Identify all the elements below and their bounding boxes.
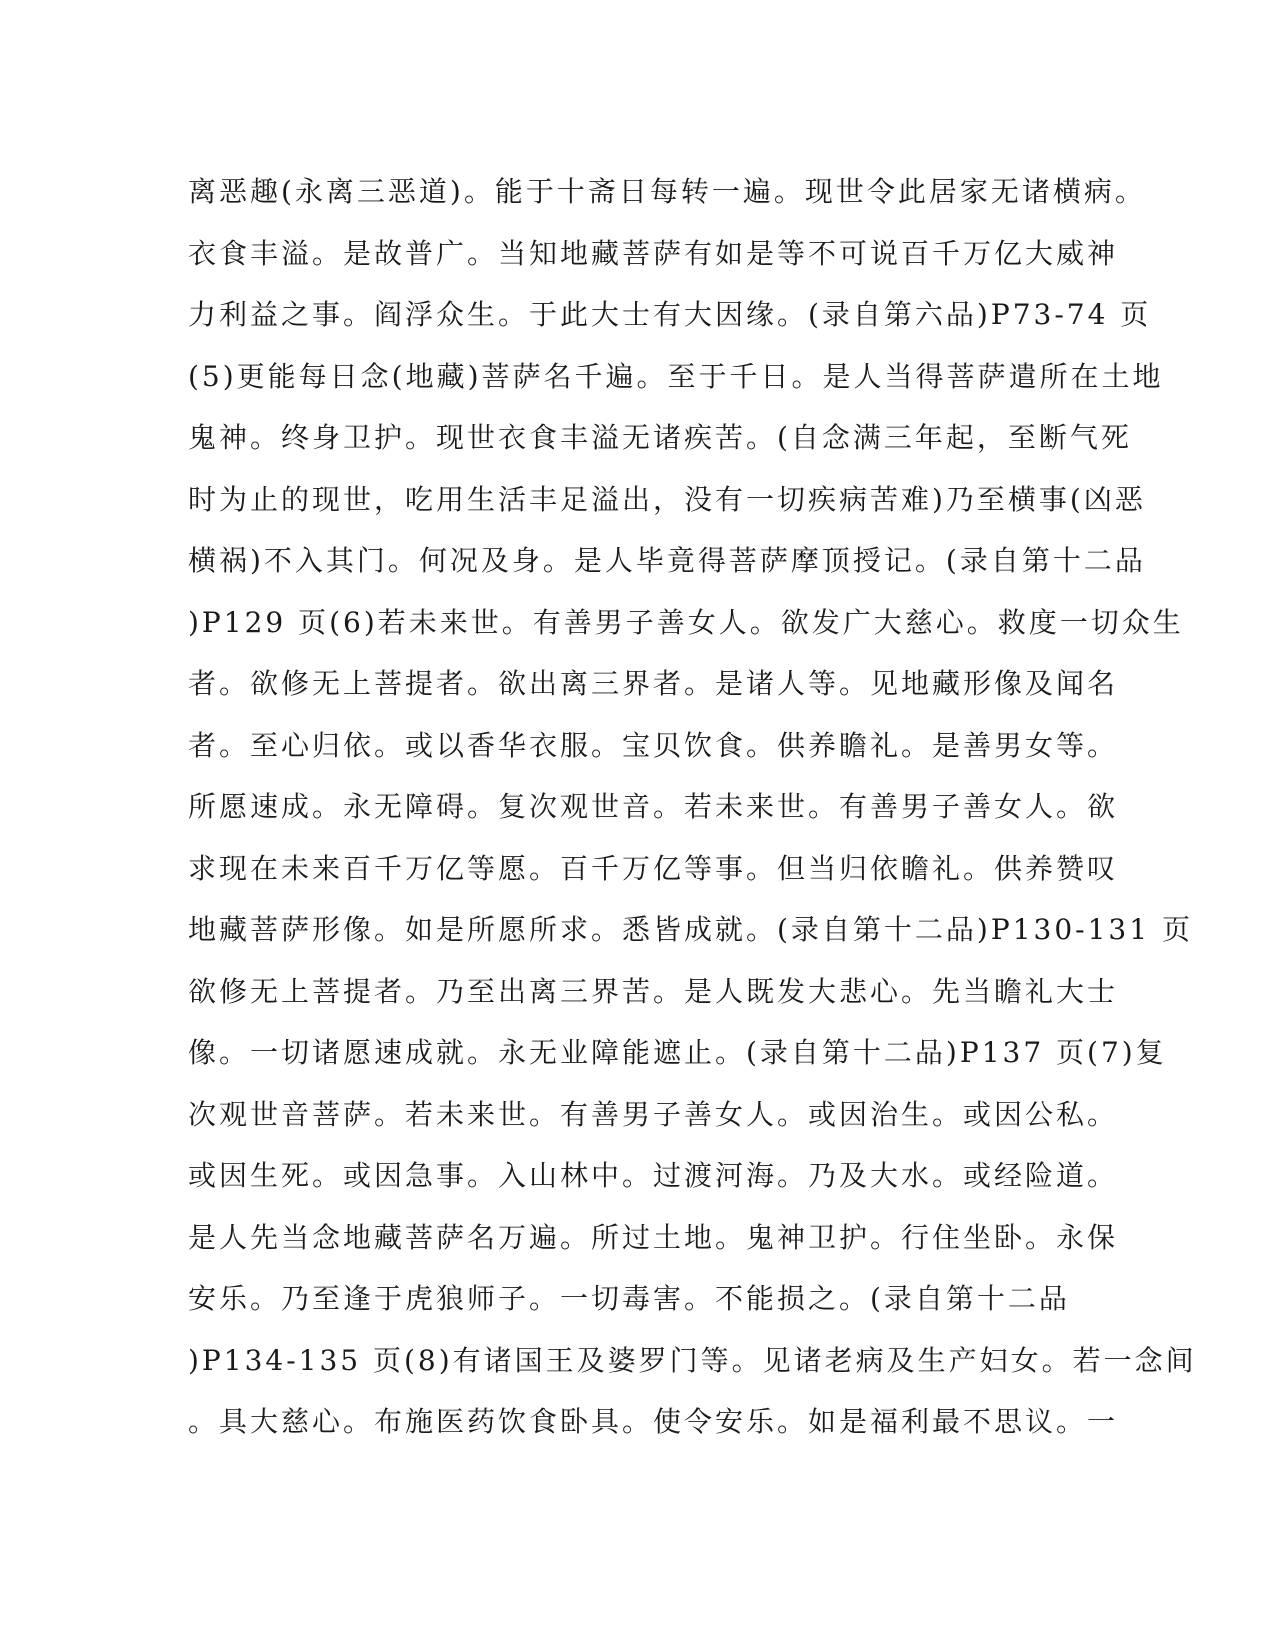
text-line: 所愿速成。永无障碍。复次观世音。若未来世。有善男子善女人。欲 [188, 790, 1119, 823]
text-line: 安乐。乃至逢于虎狼师子。一切毒害。不能损之。(录自第十二品 [188, 1282, 1070, 1315]
body-text [188, 161, 1197, 1453]
text-line: 鬼神。终身卫护。现世衣食丰溢无诸疾苦。(自念满三年起，至断气死 [188, 421, 1132, 454]
text-line: 欲修无上菩提者。乃至出离三界苦。是人既发大悲心。先当瞻礼大士 [188, 974, 1119, 1008]
text-line: 时为止的现世，吃用生活丰足溢出，没有一切疾病苦难)乃至横事(凶恶 [188, 482, 1146, 516]
text-line: 横祸)不入其门。何况及身。是人毕竟得菩萨摩顶授记。(录自第十二品 [188, 544, 1146, 577]
text-line: (5)更能每日念(地藏)菩萨名千遍。至于千日。是人当得菩萨遣所在土地 [188, 359, 1164, 393]
text-line: 次观世音菩萨。若未来世。有善男子善女人。或因治生。或因公私。 [188, 1097, 1119, 1131]
text-line: 地藏菩萨形像。如是所愿所求。悉皆成就。(录自第十二品)P130-131 页 [188, 913, 1193, 946]
text-line: 离恶趣(永离三恶道)。能于十斋日每转一遍。现世令此居家无诸横病。 [188, 175, 1146, 208]
text-line: )P129 页(6)若未来世。有善男子善女人。欲发广大慈心。救度一切众生 [188, 605, 1184, 639]
text-line: 者。至心归依。或以香华衣服。宝贝饮食。供养瞻礼。是善男女等。 [188, 728, 1119, 762]
text-line: 像。一切诸愿速成就。永无业障能遮止。(录自第十二品)P137 页(7)复 [188, 1036, 1167, 1069]
text-line: 衣食丰溢。是故普广。当知地藏菩萨有如是等不可说百千万亿大威神 [188, 236, 1119, 270]
text-line: 是人先当念地藏菩萨名万遍。所过土地。鬼神卫护。行住坐卧。永保 [188, 1220, 1119, 1254]
text-line: )P134-135 页(8)有诸国王及婆罗门等。见诸老病及生产妇女。若一念间 [188, 1343, 1197, 1377]
text-line: 力利益之事。阎浮众生。于此大士有大因缘。(录自第六品)P73-74 页 [188, 298, 1152, 331]
text-line: 者。欲修无上菩提者。欲出离三界者。是诸人等。见地藏形像及闻名 [188, 667, 1119, 700]
text-line: 。具大慈心。布施医药饮食卧具。使令安乐。如是福利最不思议。一 [188, 1405, 1119, 1438]
text-line: 求现在未来百千万亿等愿。百千万亿等事。但当归依瞻礼。供养赞叹 [188, 851, 1119, 885]
text-line: 或因生死。或因急事。入山林中。过渡河海。乃及大水。或经险道。 [188, 1159, 1119, 1192]
